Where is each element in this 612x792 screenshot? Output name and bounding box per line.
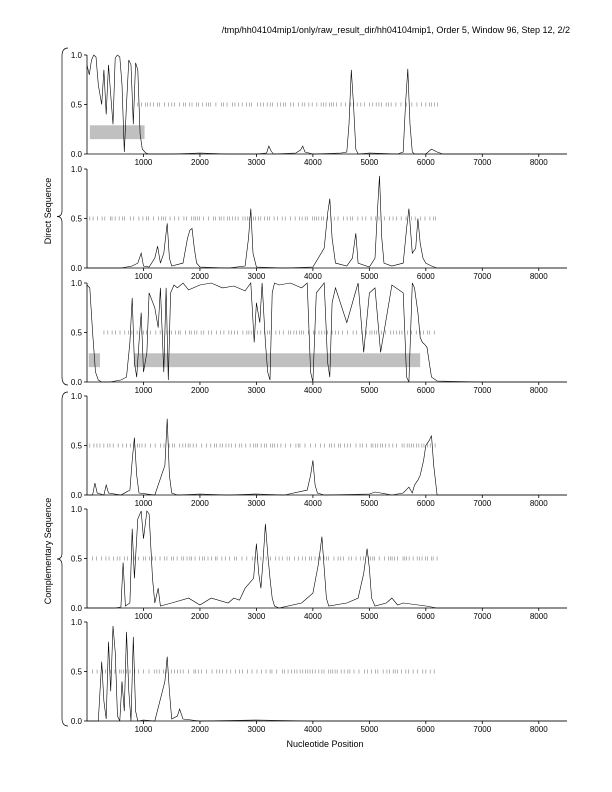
direct-frame-2-xtick-label-7: 8000 xyxy=(529,272,548,281)
direct-frame-2-xtick-label-5: 6000 xyxy=(416,272,435,281)
direct-frame-2-xtick-label-2: 3000 xyxy=(247,272,266,281)
comp-frame-1-xtick-label-6: 7000 xyxy=(473,499,492,508)
direct-frame-1-xtick-label-0: 1000 xyxy=(134,158,153,167)
direct-frame-2-xtick-label-6: 7000 xyxy=(473,272,492,281)
comp-frame-3-xtick-label-5: 6000 xyxy=(416,725,435,734)
comp-frame-3-xtick-label-0: 1000 xyxy=(134,725,153,734)
comp-frame-3-xtick-label-4: 5000 xyxy=(360,725,379,734)
direct-frame-1-ytick-label-0: 0.0 xyxy=(70,150,82,159)
comp-frame-2-xtick-label-2: 3000 xyxy=(247,612,266,621)
direct-frame-1-xtick-label-1: 2000 xyxy=(191,158,209,167)
direct-frame-3-xtick-label-7: 8000 xyxy=(529,386,548,395)
direct-frame-2-xtick-label-4: 5000 xyxy=(360,272,379,281)
direct-group-brace xyxy=(57,48,68,385)
comp-frame-1-xtick-label-1: 2000 xyxy=(191,499,209,508)
comp-frame-3-xtick-label-6: 7000 xyxy=(473,725,492,734)
comp-frame-2-xtick-label-1: 2000 xyxy=(191,612,209,621)
comp-frame-1-xtick-label-0: 1000 xyxy=(134,499,153,508)
direct-frame-3-ytick-label-1: 0.5 xyxy=(70,328,82,338)
comp-frame-2-xtick-label-6: 7000 xyxy=(473,612,492,621)
comp-frame-2-xtick-label-0: 1000 xyxy=(134,612,153,621)
comp-frame-2-xtick-label-3: 4000 xyxy=(303,612,322,621)
direct-frame-3-xtick-label-3: 4000 xyxy=(303,386,322,395)
comp-frame-2-series-line xyxy=(87,511,567,608)
direct-frame-3-xtick-label-0: 1000 xyxy=(134,386,153,395)
complementary-sequence-label: Complementary Sequence xyxy=(43,497,53,605)
comp-frame-2-xtick-label-7: 8000 xyxy=(529,612,548,621)
direct-frame-1-ytick-label-2: 1.0 xyxy=(70,51,82,60)
comp-frame-1-xtick-label-4: 5000 xyxy=(360,499,379,508)
comp-frame-3-xtick-label-7: 8000 xyxy=(529,725,548,734)
comp-frame-3-xtick-label-2: 3000 xyxy=(247,725,266,734)
comp-frame-1-xtick-label-2: 3000 xyxy=(247,499,266,508)
comp-frame-3-ytick-label-0: 0.0 xyxy=(70,717,82,726)
direct-frame-3-band-1 xyxy=(134,353,420,367)
comp-frame-1-xtick-label-3: 4000 xyxy=(303,499,322,508)
comp-frame-2-ytick-label-2: 1.0 xyxy=(70,505,82,514)
direct-frame-1-xtick-label-6: 7000 xyxy=(473,158,492,167)
direct-frame-1-xtick-label-3: 4000 xyxy=(303,158,322,167)
direct-frame-1-series-line xyxy=(87,55,567,154)
direct-frame-1-xtick-label-4: 5000 xyxy=(360,158,379,167)
direct-frame-3-xtick-label-4: 5000 xyxy=(360,386,379,395)
complementary-group-brace xyxy=(57,392,68,726)
direct-frame-1-ytick-label-1: 0.5 xyxy=(70,100,82,110)
x-axis-title: Nucleotide Position xyxy=(286,739,364,749)
direct-frame-1-band-0 xyxy=(90,125,145,139)
direct-frame-1-xtick-label-2: 3000 xyxy=(247,158,266,167)
comp-frame-3-xtick-label-1: 2000 xyxy=(191,725,209,734)
comp-frame-2-ytick-label-1: 0.5 xyxy=(70,554,82,564)
direct-frame-3-ytick-label-2: 1.0 xyxy=(70,279,82,288)
direct-frame-2-ytick-label-2: 1.0 xyxy=(70,165,82,174)
direct-frame-3-xtick-label-6: 7000 xyxy=(473,386,492,395)
direct-frame-2-xtick-label-1: 2000 xyxy=(191,272,209,281)
comp-frame-1-ytick-label-0: 0.0 xyxy=(70,491,82,500)
direct-frame-3-xtick-label-5: 6000 xyxy=(416,386,435,395)
direct-frame-3-xtick-label-2: 3000 xyxy=(247,386,266,395)
comp-frame-2-ytick-label-0: 0.0 xyxy=(70,604,82,613)
direct-frame-2-ytick-label-1: 0.5 xyxy=(70,214,82,224)
direct-sequence-label: Direct Sequence xyxy=(43,177,53,245)
comp-frame-2-xtick-label-4: 5000 xyxy=(360,612,379,621)
page-title: /tmp/hh04104mip1/only/raw_result_dir/hh04104mip1, Order 5, Window 96, Step 12, 2/2 xyxy=(221,25,570,35)
comp-frame-3-ytick-label-2: 1.0 xyxy=(70,618,82,627)
comp-frame-1-ytick-label-2: 1.0 xyxy=(70,392,82,401)
direct-frame-2-xtick-label-3: 4000 xyxy=(303,272,322,281)
direct-frame-3-ytick-label-0: 0.0 xyxy=(70,378,82,387)
comp-frame-1-series-line xyxy=(87,419,567,495)
comp-frame-3-xtick-label-3: 4000 xyxy=(303,725,322,734)
direct-frame-3-xtick-label-1: 2000 xyxy=(191,386,209,395)
comp-frame-1-xtick-label-7: 8000 xyxy=(529,499,548,508)
direct-frame-1-xtick-label-5: 6000 xyxy=(416,158,435,167)
direct-frame-2-ytick-label-0: 0.0 xyxy=(70,264,82,273)
direct-frame-2-series-line xyxy=(87,176,567,268)
comp-frame-1-xtick-label-5: 6000 xyxy=(416,499,435,508)
direct-frame-2-xtick-label-0: 1000 xyxy=(134,272,153,281)
direct-frame-1-xtick-label-7: 8000 xyxy=(529,158,548,167)
comp-frame-2-xtick-label-5: 6000 xyxy=(416,612,435,621)
comp-frame-1-ytick-label-1: 0.5 xyxy=(70,441,82,451)
comp-frame-3-ytick-label-1: 0.5 xyxy=(70,667,82,677)
